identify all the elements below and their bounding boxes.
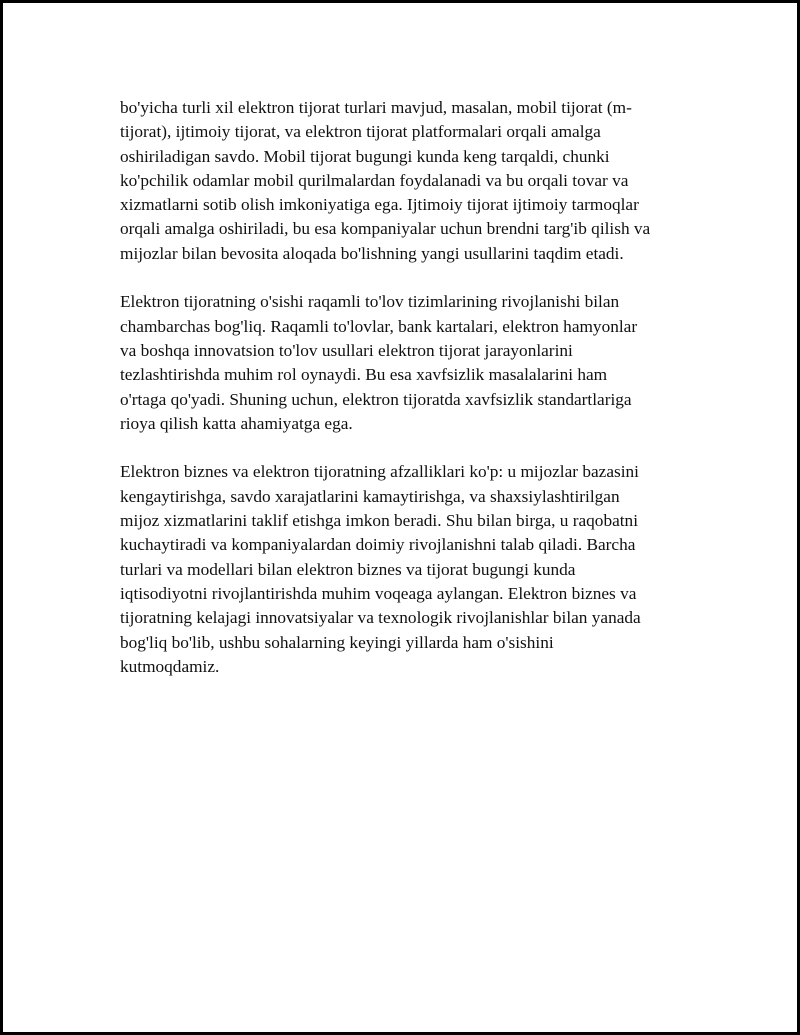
text-line: tijorat), ijtimoiy tijorat, va elektron tijorat platformalari orqali amalga [120,122,601,142]
text-line: mijozlar bilan bevosita aloqada bo'lishning yangi usullarini taqdim etadi. [120,243,624,263]
text-line: turlari va modellari bilan elektron biznes va tijorat bugungi kunda [120,559,576,579]
text-line: ko'pchilik odamlar mobil qurilmalardan foydalanadi va bu orqali tovar va [120,170,629,190]
text-line: xizmatlarni sotib olish imkoniyatiga ega. Ijtimoiy tijorat ijtimoiy tarmoqlar [120,195,639,215]
text-line: mijoz xizmatlarini taklif etishga imkon beradi. Shu bilan birga, u raqobatni [120,511,638,531]
paragraph-1 [120,96,690,266]
paragraph-3 [120,460,690,679]
text-line: Elektron tijoratning o'sishi raqamli to'lov tizimlarining rivojlanishi bilan [120,292,620,312]
text-line: iqtisodiyotni rivojlantirishda muhim voqeaga aylangan. Elektron biznes va [120,583,637,603]
text-line: kengaytirishga, savdo xarajatlarini kamaytirishga, va shaxsiylashtirilgan [120,486,620,506]
text-line: va boshqa innovatsion to'lov usullari elektron tijorat jarayonlarini [120,340,573,360]
text-line: bo'yicha turli xil elektron tijorat turlari mavjud, masalan, mobil tijorat (m- [120,98,632,117]
text-line: orqali amalga oshiriladi, bu esa kompaniyalar uchun brendni targ'ib qilish va [120,219,651,239]
text-line: oshiriladigan savdo. Mobil tijorat bugungi kunda keng tarqaldi, chunki [120,146,610,166]
document-body [120,96,690,703]
text-line: tijoratning kelajagi innovatsiyalar va texnologik rivojlanishlar bilan yanada [120,608,641,628]
text-line: bog'liq bo'lib, ushbu sohalarning keyingi yillarda ham o'sishini [120,632,554,652]
text-line: kuchaytiradi va kompaniyalardan doimiy rivojlanishni talab qiladi. Barcha [120,535,636,555]
text-line: kutmoqdamiz. [120,656,220,676]
text-line: rioya qilish katta ahamiyatga ega. [120,413,353,433]
paragraph-2 [120,290,690,436]
text-line: o'rtaga qo'yadi. Shuning uchun, elektron tijoratda xavfsizlik standartlariga [120,389,632,409]
text-line: Elektron biznes va elektron tijoratning afzalliklari ko'p: u mijozlar bazasini [120,462,639,482]
text-line: tezlashtirishda muhim rol oynaydi. Bu esa xavfsizlik masalalarini ham [120,365,608,385]
text-line: chambarchas bog'liq. Raqamli to'lovlar, bank kartalari, elektron hamyonlar [120,316,638,336]
